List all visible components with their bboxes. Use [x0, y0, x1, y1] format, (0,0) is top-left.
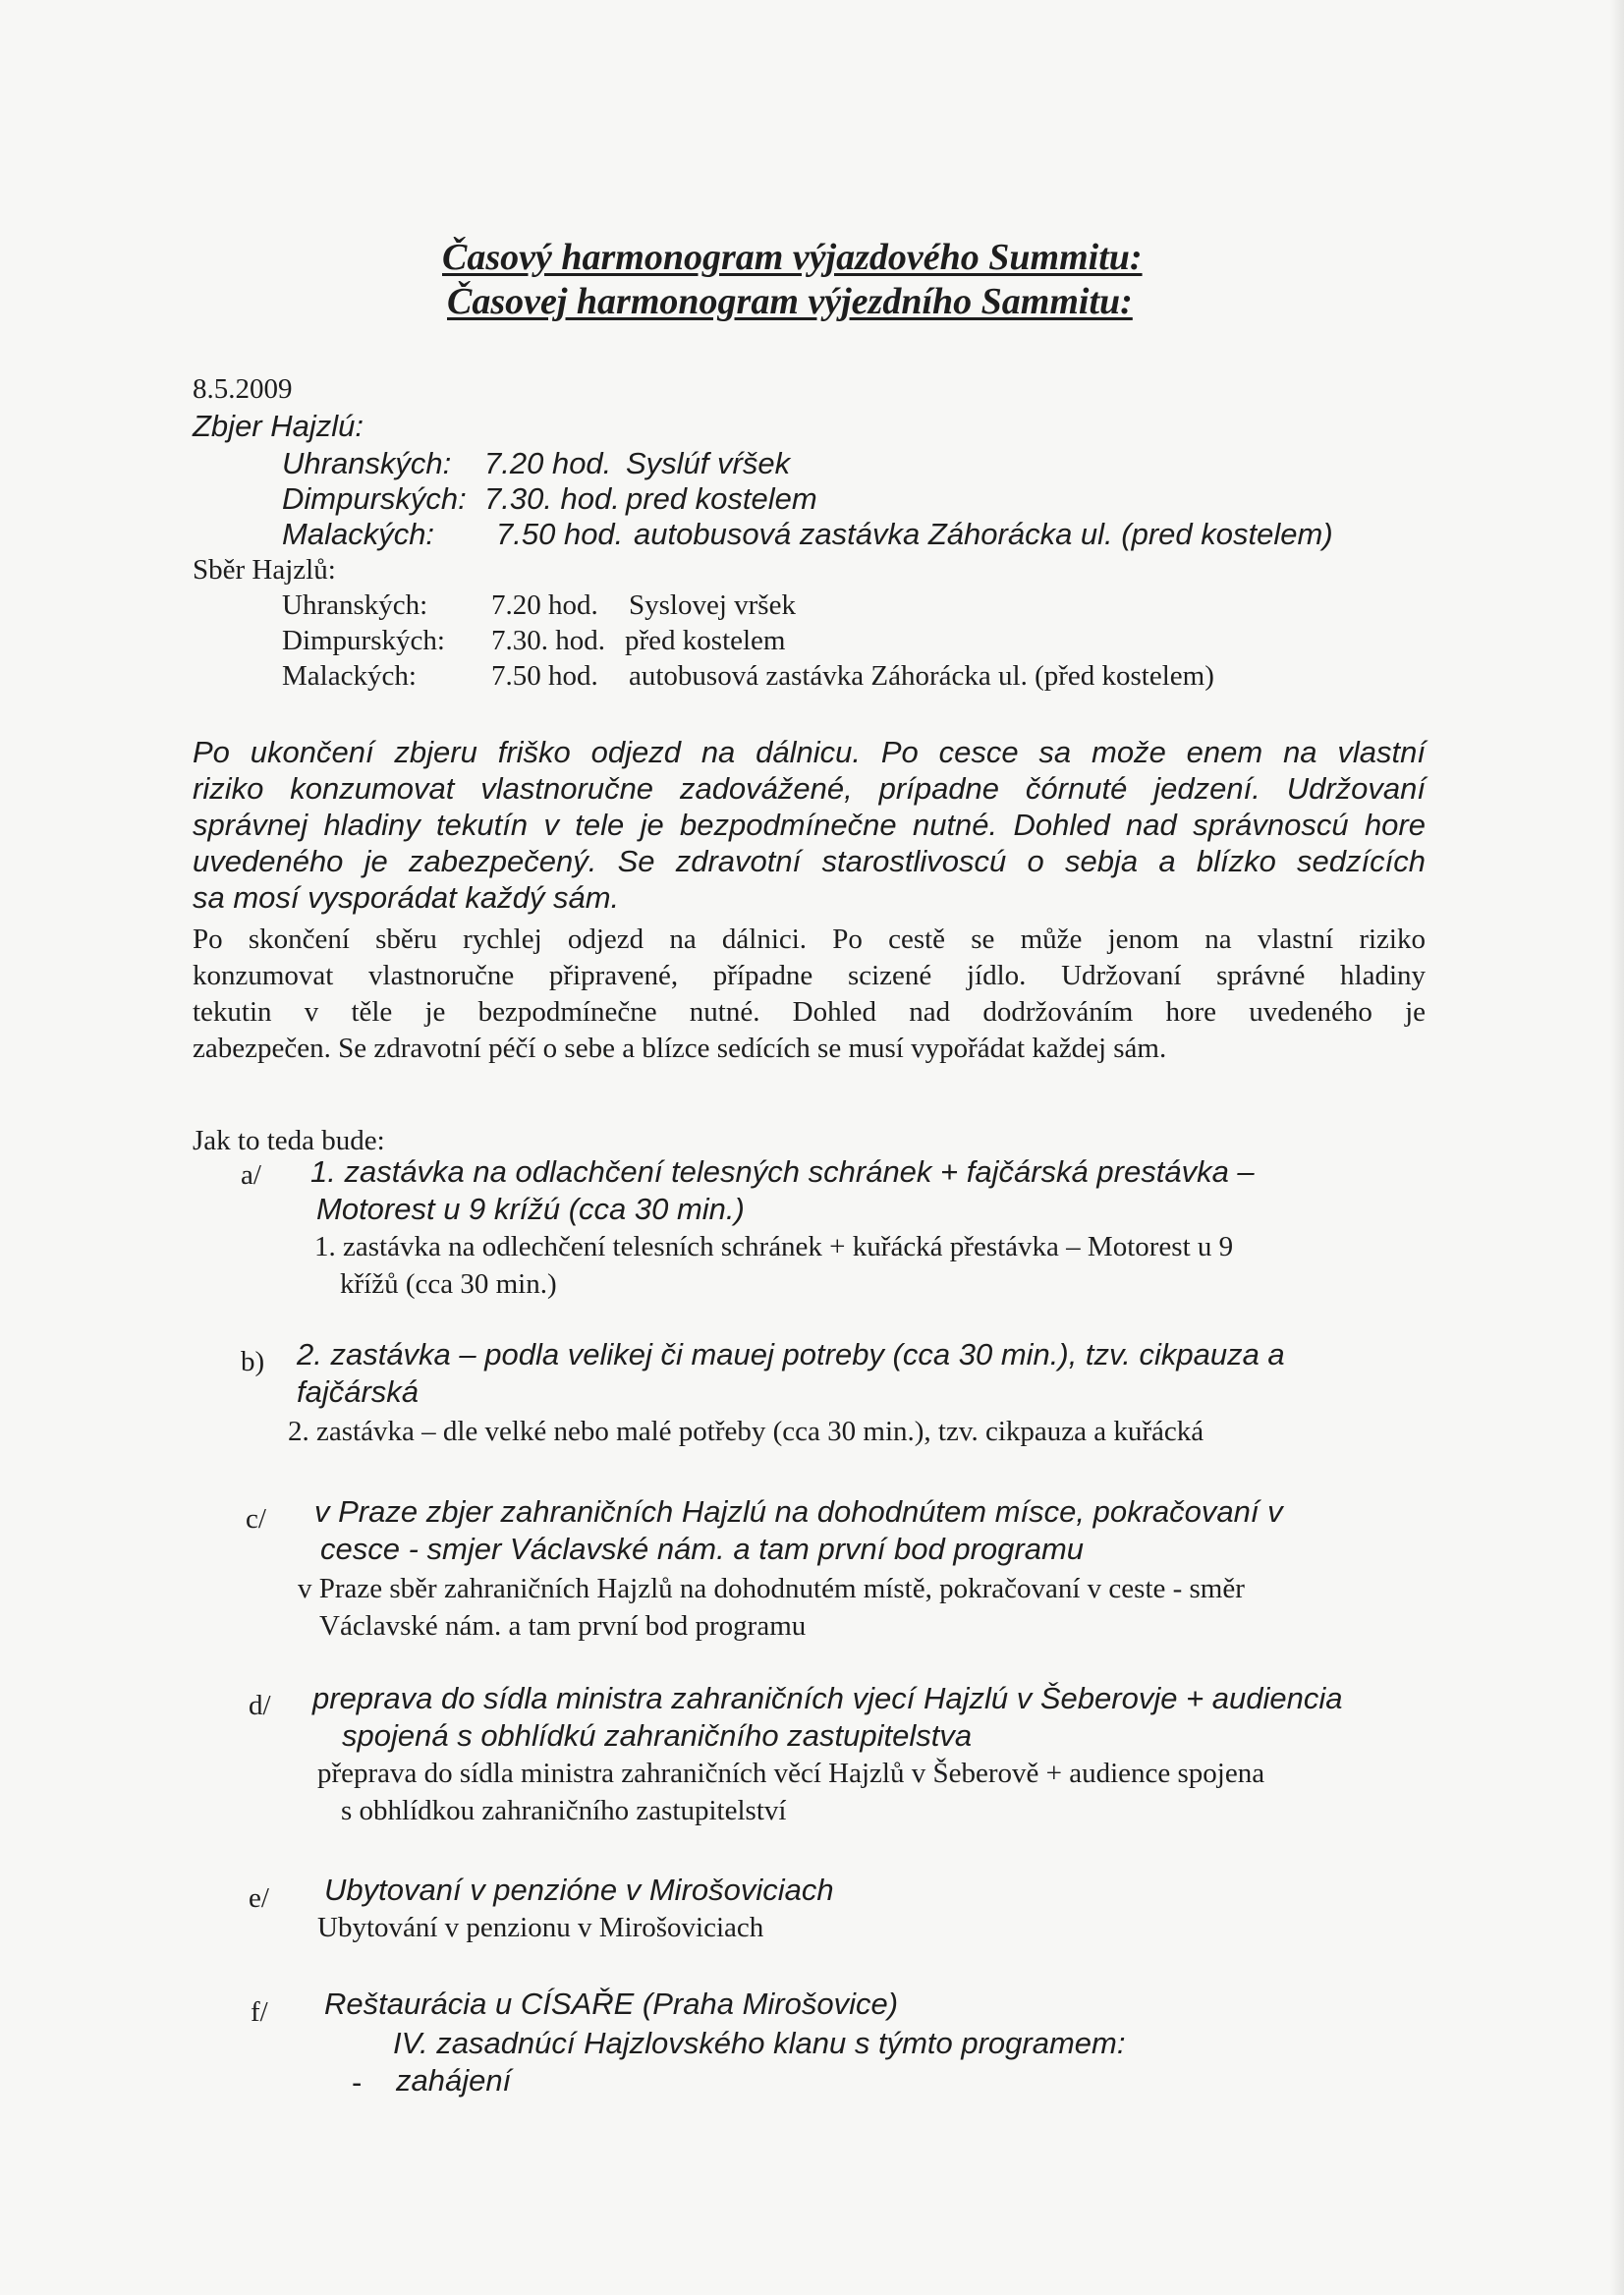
item-line: v Praze sběr zahraničních Hajzlů na dohodnutém místě, pokračovaní v ceste - směr [298, 1573, 1245, 1604]
item-line: cesce - smjer Václavské nám. a tam první bod programu [320, 1532, 1085, 1566]
item-d-sk [312, 1680, 1432, 1755]
paragraph-line: konzumovat vlastnoručne připravené, případne scizené jídlo. Udržovaní správné hladiny [193, 960, 1426, 991]
item-line: spojená s obhlídkú zahraničního zastupitelstva [342, 1718, 973, 1753]
item-marker: f/ [251, 1996, 268, 2028]
pickup-sk-time: 7.30. hod. [484, 481, 620, 516]
paragraph-line: sa mosí vysporádat každý sám. [193, 880, 620, 915]
item-line: preprava do sídla ministra zahraničních vjecí Hajzlú v Šeberovje + audiencia [312, 1681, 1343, 1715]
item-line: křížů (cca 30 min.) [340, 1268, 557, 1300]
paragraph-line: tekutin v těle je bezpodmínečne nutné. Dohled nad dodržováním hore uvedeného je [193, 996, 1426, 1028]
item-c-cz [298, 1570, 1428, 1645]
item-line: s obhlídkou zahraničního zastupitelství [341, 1795, 787, 1826]
date: 8.5.2009 [193, 373, 293, 405]
item-line: 2. zastávka – dle velké nebo malé potřeby (cca 30 min.), tzv. cikpauza a kuřácká [288, 1416, 1204, 1447]
pickup-cz-name: Uhranských: [282, 589, 428, 621]
pickup-cz-place: před kostelem [625, 625, 786, 656]
item-line: Václavské nám. a tam první bod programu [319, 1610, 807, 1642]
paragraph-line: zabezpečen. Se zdravotní péčí o sebe a blízce sedících se musí vypořádat každej sám. [193, 1033, 1167, 1064]
pickup-sk-place: Syslúf vŕšek [626, 446, 791, 480]
item-e-sk: Ubytovaní v penzióne v Mirošoviciach [324, 1873, 834, 1907]
page-edge-shadow [1610, 0, 1624, 2295]
item-line: 1. zastávka na odlechčení telesních schránek + kuřácká přestávka – Motorest u 9 [314, 1231, 1234, 1262]
pickup-cz-place: autobusová zastávka Záhorácka ul. (před kostelem) [629, 660, 1214, 692]
item-marker: b) [241, 1346, 265, 1377]
intro: Jak to teda bude: [193, 1125, 385, 1156]
pickup-sk-name: Uhranských: [282, 446, 452, 480]
item-f-sk: Reštaurácia u CÍSAŘE (Praha Mirošovice) [324, 1987, 899, 2021]
item-a-sk [310, 1153, 1430, 1228]
item-f-sub: IV. zasadnúcí Hajzlovského klanu s týmto programem: [393, 2026, 1126, 2060]
pickup-cz-heading: Sběr Hajzlů: [193, 554, 336, 586]
item-marker: c/ [246, 1503, 266, 1535]
paragraph-line: správnej hladiny tekutín v tele je bezpodmínečne nutné. Dohled nad správnoscú hore [193, 808, 1426, 842]
item-b-sk [297, 1336, 1427, 1411]
paragraph-line: uvedeného je zabezpečený. Se zdravotní starostlivoscú o sebja a blízko sedzících [193, 844, 1426, 878]
paragraph-slovak [193, 734, 1426, 916]
paragraph-line: riziko konzumovat vlastnoručne zadovážené, prípadne čórnuté jedzení. Udržovaní [193, 771, 1426, 806]
paragraph-line: Po ukončení zbjeru friško odjezd na dálnicu. Po cesce sa može enem na vlastní [193, 735, 1426, 769]
pickup-cz-name: Dimpurských: [282, 625, 445, 656]
item-marker: d/ [249, 1690, 271, 1721]
item-line: 1. zastávka na odlachčení telesných schránek + fajčárská prestávka – [310, 1154, 1255, 1189]
bullet-item: zahájení [396, 2063, 512, 2098]
item-e-cz: Ubytování v penzionu v Mirošoviciach [317, 1912, 764, 1943]
item-line: Motorest u 9 krížú (cca 30 min.) [316, 1192, 745, 1226]
item-marker: e/ [249, 1882, 269, 1914]
title-czech: Časovej harmonogram výjezdního Sammitu: [447, 281, 1133, 322]
paragraph-line: Po skončení sběru rychlej odjezd na dálnici. Po cestě se může jenom na vlastní riziko [193, 924, 1426, 955]
pickup-sk-time: 7.20 hod. [484, 446, 612, 480]
pickup-cz-place: Syslovej vršek [629, 589, 796, 621]
item-line: 2. zastávka – podla velikej či mauej potreby (cca 30 min.), tzv. cikpauza a [297, 1337, 1285, 1371]
item-d-cz [317, 1755, 1437, 1829]
pickup-cz-name: Malackých: [282, 660, 417, 692]
item-line: fajčárská [297, 1374, 420, 1409]
pickup-cz-time: 7.30. hod. [491, 625, 605, 656]
item-c-sk [314, 1493, 1434, 1568]
pickup-sk-name: Dimpurských: [282, 481, 467, 516]
item-marker: a/ [241, 1159, 261, 1191]
paragraph-czech [193, 922, 1426, 1067]
pickup-sk-place: pred kostelem [626, 481, 817, 516]
bullet-marker: - [352, 2065, 363, 2099]
item-line: v Praze zbjer zahraničních Hajzlú na dohodnútem mísce, pokračovaní v [314, 1494, 1283, 1529]
item-a-cz [314, 1228, 1425, 1303]
title-slovak: Časový harmonogram výjazdového Summitu: [442, 237, 1143, 278]
pickup-sk-name: Malackých: [282, 517, 435, 551]
pickup-sk-time: 7.50 hod. [496, 517, 624, 551]
pickup-cz-time: 7.50 hod. [491, 660, 598, 692]
pickup-sk-heading: Zbjer Hajzlú: [193, 409, 364, 443]
pickup-cz-time: 7.20 hod. [491, 589, 598, 621]
item-b-cz [288, 1413, 1418, 1450]
item-line: přeprava do sídla ministra zahraničních věcí Hajzlů v Šeberově + audience spojena [317, 1758, 1265, 1789]
pickup-sk-place: autobusová zastávka Záhorácka ul. (pred kostelem) [634, 517, 1333, 551]
